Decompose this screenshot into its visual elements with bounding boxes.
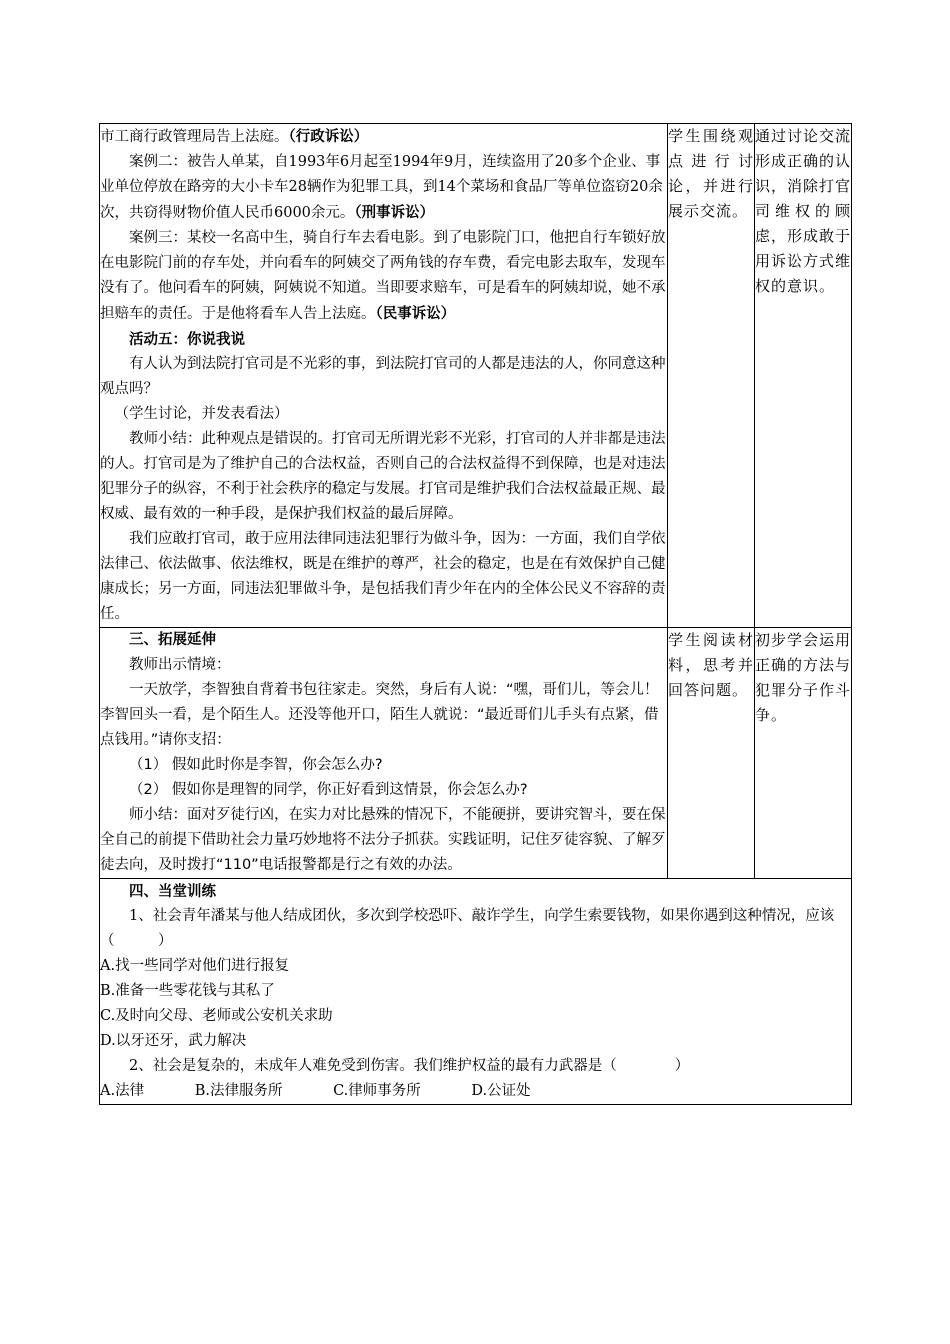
case-type-tag: （民事诉讼） bbox=[375, 305, 456, 322]
section-heading: 四、当堂训练 bbox=[129, 883, 216, 900]
answer-option: C.及时向父母、老师或公安机关求助 bbox=[100, 1008, 333, 1024]
conclusion-paragraph: 我们应敢打官司，敢于应用法律同违法犯罪行为做斗争，因为：一方面，我们自学依法律己、依法做事、依法维权，既是在维护的尊严，社会的稳定，也是在有效保护自己健康成长；另一方面，同违法犯罪做斗争，是包括我们青少年在内的全体公民义不容辞的责任。 bbox=[100, 531, 666, 622]
answer-option: D.以牙还牙，武力解决 bbox=[100, 1033, 247, 1049]
design-intent-cell: 通过讨论交流形成正确的认识，消除打官司维权的顾虑，形成敢于用诉讼方式维权的意识。 bbox=[755, 124, 852, 628]
extension-content-cell bbox=[100, 628, 668, 879]
case-type-tag: （行政诉讼） bbox=[288, 128, 369, 145]
case-type-tag: （刑事诉讼） bbox=[354, 204, 435, 221]
lesson-plan-table bbox=[99, 123, 852, 1105]
activity-title: 活动五：你说我说 bbox=[129, 331, 245, 348]
section-row-practice bbox=[100, 879, 852, 1105]
student-activity-cell: 学生围绕观点进行讨论，并进行展示交流。 bbox=[668, 124, 755, 628]
design-intent-cell: 初步学会运用正确的方法与犯罪分子作斗争。 bbox=[755, 628, 852, 879]
answer-option: D.公证处 bbox=[471, 1083, 531, 1099]
teacher-summary: 师小结：面对歹徒行凶，在实力对比悬殊的情况下，不能硬拼，要讲究智斗，要在保全自己的前提下借助社会力量巧妙地将不法分子抓获。实践证明，记住歹徒容貌、了解歹徒去向，及时拨打“110”电话报警都是行之有效的办法。 bbox=[100, 807, 666, 873]
practice-question-2: 2、社会是复杂的，未成年人难免受到伤害。我们维护权益的最有力武器是（ ） bbox=[129, 1058, 690, 1074]
discussion-question: 有人认为到法院打官司是不光彩的事，到法院打官司的人都是违法的人，你同意这种观点吗？ bbox=[100, 356, 666, 397]
section-heading: 三、拓展延伸 bbox=[129, 632, 216, 648]
case-three: 案例三：某校一名高中生，骑自行车去看电影。到了电影院门口，他把自行车锁好放在电影院门前的存车处，并向看车的阿姨交了两角钱的存车费，看完电影去取车，发现车没有了。他问看车的阿姨，阿姨说不知道。当即要求赔车，可是看车的阿姨却说，她不承担赔车的责任。于是他将看车人告上法庭。（民事诉讼） bbox=[100, 230, 666, 322]
practice-cell bbox=[100, 879, 852, 1105]
scenario-intro: 教师出示情境： bbox=[129, 657, 231, 673]
section-row-extension bbox=[100, 628, 852, 879]
case-two: 案例二：被告人单某，自1993年6月起至1994年9月，连续盗用了20多个企业、事业单位停放在路旁的大小卡车28辆作为犯罪工具，到14个菜场和食品厂等单位盗窃20余次，共窃得财物价值人民币6000余元。（刑事诉讼） bbox=[100, 154, 663, 221]
scenario-question-1: （1） 假如此时你是李智，你会怎么办? bbox=[129, 757, 383, 773]
answer-option: A.找一些同学对他们进行报复 bbox=[100, 958, 290, 974]
teaching-content-cell bbox=[100, 124, 668, 628]
scenario-question-2: （2） 假如你是理智的同学，你正好看到这情景，你会怎么办? bbox=[129, 782, 528, 798]
scenario-story: 一天放学，李智独自背着书包往家走。突然，身后有人说：“嘿，哥们儿，等会儿！李智回头一看，是个陌生人。还没等他开口，陌生人就说：“最近哥们儿手头有点紧，借点钱用。”请你支招： bbox=[100, 682, 659, 748]
answer-option: B.法律服务所 bbox=[194, 1083, 283, 1099]
answer-option: A.法律 bbox=[100, 1083, 145, 1099]
student-activity-cell: 学生阅读材料，思考并回答问题。 bbox=[668, 628, 755, 879]
answer-option: B.准备一些零花钱与其私了 bbox=[100, 983, 275, 999]
case-one-tail: 市工商行政管理局告上法庭。（行政诉讼） bbox=[100, 128, 369, 145]
answer-option: C.律师事务所 bbox=[333, 1083, 421, 1099]
section-row-cases bbox=[100, 124, 852, 628]
discussion-note: （学生讨论，并发表看法） bbox=[114, 406, 289, 422]
answer-options-row bbox=[100, 1079, 851, 1104]
practice-question-1: 1、社会青年潘某与他人结成团伙，多次到学校恐吓、敲诈学生，向学生索要钱物，如果你遇到这种情况，应该（ ） bbox=[100, 908, 835, 949]
teacher-summary: 教师小结：此种观点是错误的。打官司无所谓光彩不光彩，打官司的人并非都是违法的人。打官司是为了维护自己的合法权益，否则自己的合法权益得不到保障，也是对违法犯罪分子的纵容，不利于社会秩序的稳定与发展。打官司是维护我们合法权益最正规、最权威、最有效的一种手段，是保护我们权益的最后屏障。 bbox=[100, 431, 666, 522]
